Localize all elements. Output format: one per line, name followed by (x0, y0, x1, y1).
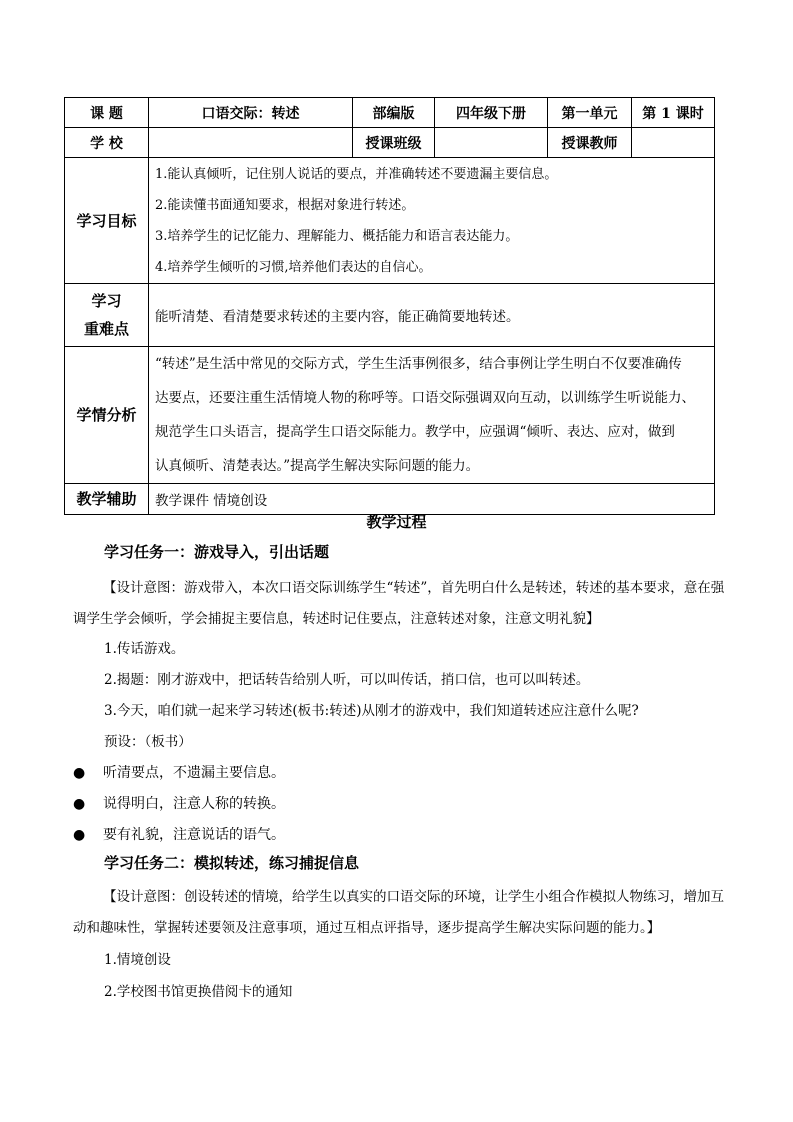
school-value (149, 128, 353, 158)
table-row (65, 98, 715, 128)
objective-item: 4.培养学生倾听的习惯,培养他们表达的自信心。 (155, 259, 432, 275)
table-row (65, 158, 715, 284)
task2-heading: 学习任务二：模拟转述，练习捕捉信息 (104, 854, 360, 872)
key-points-label: 学习 重难点 (65, 284, 149, 347)
class-label: 授课班级 (353, 128, 435, 158)
task1-heading: 学习任务一：游戏导入，引出话题 (104, 543, 330, 561)
aids-text: 教学课件 情境创设 (149, 484, 715, 515)
objective-item: 2.能读懂书面通知要求，根据对象进行转述。 (155, 197, 415, 213)
class-value (435, 128, 548, 158)
task1-step: 预设：（板书） (104, 734, 192, 750)
edition: 部编版 (353, 98, 435, 128)
analysis-line: “转述”是生活中常见的交际方式，学生生活事例很多，结合事例让学生明白不仅要准确传 (155, 356, 682, 372)
objective-item: 1.能认真倾听，记住别人说话的要点，并准确转述不要遗漏主要信息。 (155, 166, 558, 182)
analysis-cell (149, 347, 715, 484)
bullet-item: ● 说得明白，注意人称的转换。 (73, 796, 285, 812)
period: 第 1 课时 (632, 98, 715, 128)
objectives-label: 学习目标 (65, 158, 149, 284)
table-row (65, 484, 715, 515)
analysis-label: 学情分析 (65, 347, 149, 484)
aids-label: 教学辅助 (65, 484, 149, 515)
bullet-item: ● 要有礼貌，注意说话的语气。 (73, 827, 285, 843)
task1-step: 2.揭题：刚才游戏中，把话转告给别人听，可以叫传话，捎口信，也可以叫转述。 (104, 672, 590, 688)
task1-step: 1.传话游戏。 (104, 641, 185, 657)
teacher-value (632, 128, 715, 158)
task2-step: 1.情境创设 (104, 952, 171, 968)
bullet-icon: ● (73, 765, 86, 781)
lesson-label: 课 题 (65, 98, 149, 128)
objectives-cell (149, 158, 715, 284)
analysis-line: 认真倾听、清楚表达。”提高学生解决实际问题的能力。 (155, 458, 480, 474)
task2-step: 2.学校图书馆更换借阅卡的通知 (104, 984, 293, 1000)
lesson-title: 口语交际：转述 (149, 98, 353, 128)
objective-item: 3.培养学生的记忆能力、理解能力、概括能力和语言表达能力。 (155, 228, 519, 244)
unit: 第一单元 (548, 98, 632, 128)
school-label: 学 校 (65, 128, 149, 158)
table-row (65, 347, 715, 484)
process-title: 教学过程 (366, 513, 427, 531)
lesson-info-table (64, 97, 715, 515)
grade: 四年级下册 (435, 98, 548, 128)
table-row (65, 128, 715, 158)
task1-step: 3.今天，咱们就一起来学习转述(板书:转述)从刚才的游戏中，我们知道转述应注意什么呢? (104, 703, 639, 719)
analysis-line: 达要点，还要注重生活情境人物的称呼等。口语交际强调双向互动，以训练学生听说能力、 (155, 390, 695, 406)
bullet-item: ● 听清要点，不遗漏主要信息。 (73, 765, 285, 781)
table-row (65, 284, 715, 347)
bullet-icon: ● (73, 796, 86, 812)
task1-design: 【设计意图：游戏带入，本次口语交际训练学生“转述”，首先明白什么是转述，转述的基本要求，意在强调学生学会倾听，学会捕捉主要信息，转述时记住要点，注意转述对象，注意文明礼貌】 (73, 580, 725, 627)
bullet-icon: ● (73, 827, 86, 843)
teacher-label: 授课教师 (548, 128, 632, 158)
analysis-line: 规范学生口头语言，提高学生口语交际能力。教学中，应强调“倾听、表达、应对，做到 (155, 424, 675, 440)
key-points-text: 能听清楚、看清楚要求转述的主要内容，能正确简要地转述。 (149, 284, 715, 347)
task2-design: 【设计意图：创设转述的情境，给学生以真实的口语交际的环境，让学生小组合作模拟人物练习，增加互动和趣味性，掌握转述要领及注意事项，通过互相点评指导，逐步提高学生解决实际问题的能力。】 (73, 889, 724, 936)
